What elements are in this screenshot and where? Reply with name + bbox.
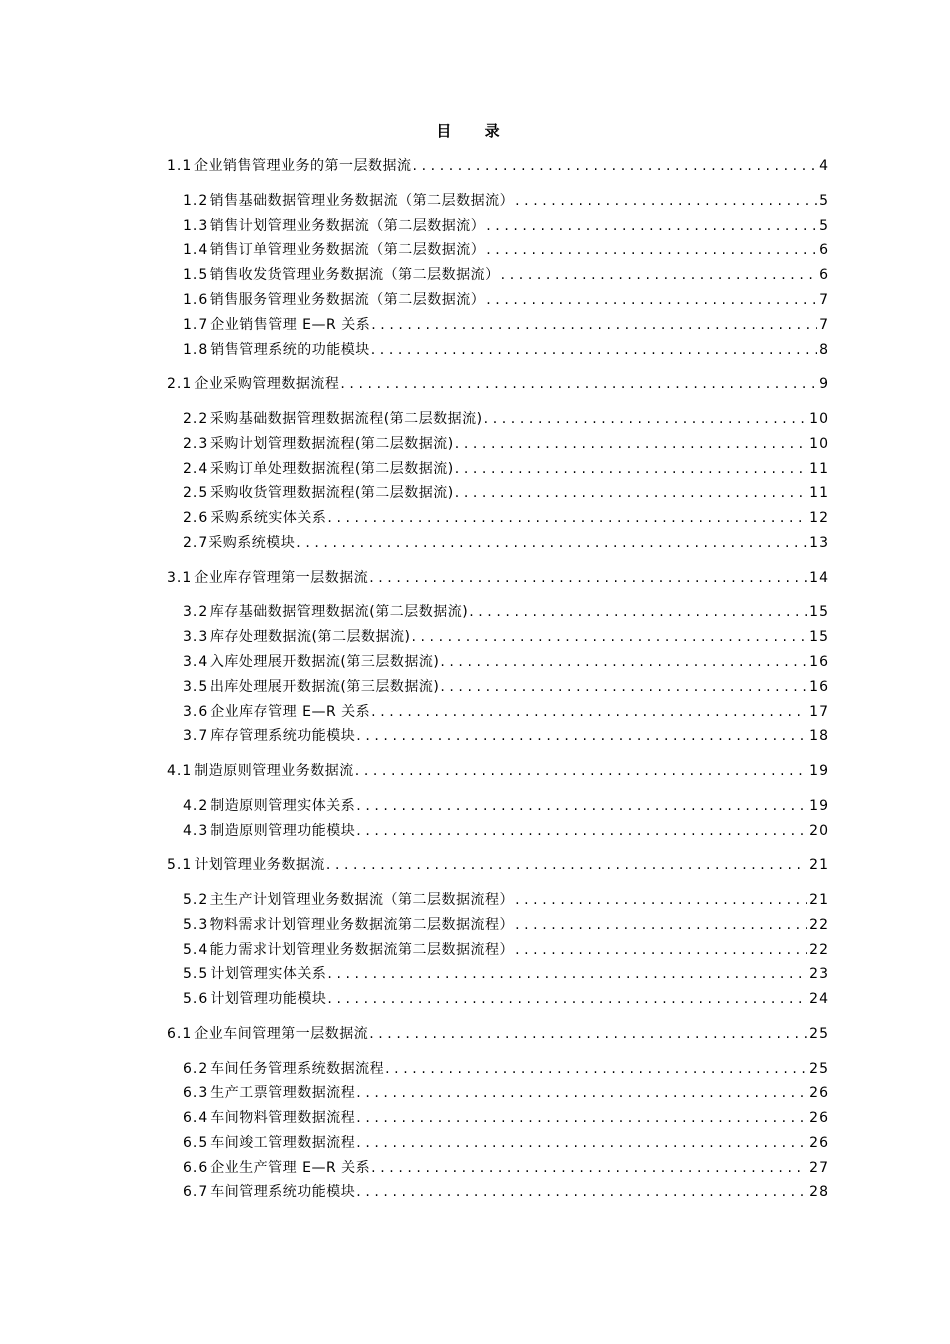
toc-entry-title: 销售收发货管理业务数据流（第二层数据流） [209, 267, 500, 283]
toc-entry-title: 车间管理系统功能模块 [210, 1184, 356, 1200]
toc-entry-title: 库存基础数据管理数据流(第二层数据流) [209, 604, 469, 620]
toc-entry-page-number: 26 [809, 1135, 829, 1151]
toc-entry-number: 5.3 [183, 917, 209, 933]
toc-entry-page-number: 12 [809, 510, 829, 526]
toc-entry-title: 车间竣工管理数据流程 [210, 1135, 356, 1151]
toc-entry[interactable] [183, 1132, 829, 1154]
toc-entry-number: 1.1 [167, 158, 193, 174]
toc-entry-page-number: 28 [809, 1184, 829, 1200]
dot-leader [371, 339, 817, 361]
toc-entry-page-number: 26 [809, 1085, 829, 1101]
dot-leader [327, 507, 807, 529]
toc-entry[interactable] [183, 889, 829, 911]
toc-entry-number: 1.2 [183, 193, 209, 209]
toc-entry-number: 3.7 [183, 728, 209, 744]
toc-entry[interactable] [183, 507, 829, 529]
toc-entry-title: 生产工票管理数据流程 [210, 1085, 356, 1101]
dot-leader [355, 760, 807, 782]
toc-entry-number: 1.5 [183, 267, 209, 283]
toc-entry[interactable] [183, 1058, 829, 1080]
toc-entry-title: 企业销售管理业务的第一层数据流 [194, 158, 412, 174]
toc-entry[interactable] [167, 1023, 829, 1045]
toc-entry[interactable] [167, 760, 829, 782]
toc-entry-title: 销售管理系统的功能模块 [210, 342, 370, 358]
toc-entry-title: 企业库存管理 E—R 关系 [210, 704, 371, 720]
toc-entry-page-number: 9 [819, 376, 829, 392]
dot-leader [369, 567, 807, 589]
toc-entry-page-number: 8 [819, 342, 829, 358]
toc-entry-title: 企业库存管理第一层数据流 [194, 570, 369, 586]
toc-entry[interactable] [183, 725, 829, 747]
toc-entry-title: 计划管理实体关系 [210, 966, 327, 982]
toc-entry-title: 车间物料管理数据流程 [210, 1110, 356, 1126]
toc-entry-page-number: 21 [809, 857, 829, 873]
toc-entry-number: 2.6 [183, 510, 209, 526]
toc-entry[interactable] [183, 433, 829, 455]
toc-entry-page-number: 19 [809, 798, 829, 814]
toc-entry-number: 1.4 [183, 242, 209, 258]
toc-entry[interactable] [183, 239, 829, 261]
toc-entry-page-number: 5 [819, 193, 829, 209]
dot-leader [369, 1023, 807, 1045]
toc-entry-page-number: 7 [819, 317, 829, 333]
dot-leader [371, 1157, 807, 1179]
toc-entry-page-number: 5 [819, 218, 829, 234]
toc-entry[interactable] [183, 264, 829, 286]
toc-entry-number: 4.3 [183, 823, 209, 839]
toc-entry-page-number: 15 [809, 629, 829, 645]
toc-entry-page-number: 18 [809, 728, 829, 744]
dot-leader [340, 373, 817, 395]
toc-entry-page-number: 26 [809, 1110, 829, 1126]
toc-entry-title: 主生产计划管理业务数据流（第二层数据流程） [209, 892, 515, 908]
toc-entry[interactable] [183, 914, 829, 936]
dot-leader [371, 701, 807, 723]
toc-entry-title: 物料需求计划管理业务数据流第二层数据流程） [209, 917, 515, 933]
toc-entry-number: 6.4 [183, 1110, 209, 1126]
toc-entry[interactable] [183, 314, 829, 336]
toc-entry-page-number: 17 [809, 704, 829, 720]
toc-entry-number: 3.2 [183, 604, 209, 620]
dot-leader [469, 601, 807, 623]
dot-leader [356, 1181, 807, 1203]
toc-entry-page-number: 7 [819, 292, 829, 308]
toc-entry[interactable] [183, 532, 829, 554]
toc-entry-number: 2.5 [183, 485, 209, 501]
toc-entry-page-number: 15 [809, 604, 829, 620]
toc-entry-number: 2.2 [183, 411, 209, 427]
toc-entry[interactable] [183, 651, 829, 673]
toc-entry-title: 采购收货管理数据流程(第二层数据流) [209, 485, 454, 501]
toc-entry-page-number: 22 [809, 917, 829, 933]
toc-entry-title: 采购系统模块 [208, 535, 296, 551]
toc-entry-title: 入库处理展开数据流(第三层数据流) [209, 654, 440, 670]
toc-entry-title: 企业生产管理 E—R 关系 [210, 1160, 371, 1176]
toc-entry[interactable] [183, 215, 829, 237]
toc-entry-page-number: 11 [809, 485, 829, 501]
toc-entry-title: 能力需求计划管理业务数据流第二层数据流程） [209, 942, 515, 958]
toc-entry-number: 3.4 [183, 654, 209, 670]
toc-entry-page-number: 16 [809, 654, 829, 670]
toc-entry-number: 6.5 [183, 1135, 209, 1151]
toc-entry[interactable] [183, 820, 829, 842]
toc-entry[interactable] [183, 339, 829, 361]
toc-entry-page-number: 6 [819, 242, 829, 258]
dot-leader [515, 939, 807, 961]
dot-leader [486, 289, 817, 311]
toc-entry-page-number: 16 [809, 679, 829, 695]
toc-entry-title: 制造原则管理功能模块 [210, 823, 356, 839]
toc-entry-number: 2.1 [167, 376, 193, 392]
toc-entry-number: 5.4 [183, 942, 209, 958]
dot-leader [486, 239, 817, 261]
toc-entry-number: 5.6 [183, 991, 209, 1007]
toc-entry-page-number: 13 [809, 535, 829, 551]
toc-entry-number: 1.7 [183, 317, 209, 333]
toc-entry[interactable] [183, 601, 829, 623]
dot-leader [440, 676, 807, 698]
toc-entry-number: 6.3 [183, 1085, 209, 1101]
toc-entry-title: 采购订单处理数据流程(第二层数据流) [209, 461, 454, 477]
dot-leader [326, 854, 807, 876]
toc-entry-title: 企业车间管理第一层数据流 [194, 1026, 369, 1042]
dot-leader [515, 914, 807, 936]
toc-entry-number: 5.1 [167, 857, 193, 873]
dot-leader [455, 458, 807, 480]
toc-entry-title: 计划管理功能模块 [210, 991, 327, 1007]
toc-entry[interactable] [183, 1181, 829, 1203]
dot-leader [385, 1058, 807, 1080]
toc-entry[interactable] [183, 1082, 829, 1104]
toc-entry-page-number: 6 [819, 267, 829, 283]
toc-entry-title: 企业销售管理 E—R 关系 [210, 317, 371, 333]
dot-leader [411, 626, 807, 648]
toc-entry[interactable] [183, 963, 829, 985]
toc-entry-number: 1.8 [183, 342, 209, 358]
toc-entry-page-number: 25 [809, 1026, 829, 1042]
toc-entry[interactable] [183, 408, 829, 430]
toc-entry[interactable] [183, 1157, 829, 1179]
toc-entry-number: 1.6 [183, 292, 209, 308]
toc-entry-number: 6.1 [167, 1026, 193, 1042]
toc-entry-number: 2.4 [183, 461, 209, 477]
toc-entry[interactable] [167, 567, 829, 589]
toc-entry-page-number: 10 [809, 436, 829, 452]
toc-entry-title: 采购基础数据管理数据流程(第二层数据流) [209, 411, 483, 427]
toc-entry-page-number: 4 [819, 158, 829, 174]
dot-leader [484, 408, 808, 430]
dot-leader [327, 988, 807, 1010]
toc-entry-page-number: 20 [809, 823, 829, 839]
toc-entry-number: 4.2 [183, 798, 209, 814]
toc-entry-page-number: 24 [809, 991, 829, 1007]
toc-entry-page-number: 27 [809, 1160, 829, 1176]
toc-entry-title: 企业采购管理数据流程 [194, 376, 340, 392]
toc-entry-number: 5.2 [183, 892, 209, 908]
dot-leader [356, 1107, 807, 1129]
toc-entry-page-number: 21 [809, 892, 829, 908]
dot-leader [356, 725, 807, 747]
toc-entry[interactable] [183, 988, 829, 1010]
toc-entry-title: 制造原则管理业务数据流 [194, 763, 354, 779]
toc-entry-title: 销售计划管理业务数据流（第二层数据流） [209, 218, 486, 234]
dot-leader [356, 795, 807, 817]
toc-entry[interactable] [183, 458, 829, 480]
toc-entry[interactable] [183, 190, 829, 212]
toc-entry-number: 1.3 [183, 218, 209, 234]
toc-entry-title: 采购系统实体关系 [210, 510, 327, 526]
toc-entry-number: 6.7 [183, 1184, 209, 1200]
toc-entry[interactable] [183, 701, 829, 723]
toc-entry[interactable] [183, 795, 829, 817]
toc-entry-number: 3.3 [183, 629, 209, 645]
toc-entry-page-number: 11 [809, 461, 829, 477]
dot-leader [413, 155, 818, 177]
toc-entry-title: 计划管理业务数据流 [194, 857, 325, 873]
dot-leader [440, 651, 807, 673]
dot-leader [455, 482, 807, 504]
toc-entry-page-number: 14 [809, 570, 829, 586]
toc-entry-title: 销售订单管理业务数据流（第二层数据流） [209, 242, 486, 258]
toc-entry-title: 库存处理数据流(第二层数据流) [210, 629, 411, 645]
toc-entry-title: 销售基础数据管理业务数据流（第二层数据流） [209, 193, 515, 209]
dot-leader [356, 1082, 807, 1104]
toc-entry-number: 3.1 [167, 570, 193, 586]
toc-entry-number: 5.5 [183, 966, 209, 982]
toc-entry-title: 销售服务管理业务数据流（第二层数据流） [209, 292, 486, 308]
toc-entry[interactable] [183, 289, 829, 311]
toc-entry-number: 6.2 [183, 1061, 209, 1077]
dot-leader [455, 433, 807, 455]
dot-leader [356, 1132, 807, 1154]
toc-entry-number: 6.6 [183, 1160, 209, 1176]
dot-leader [356, 820, 807, 842]
dot-leader [501, 264, 817, 286]
toc-entry[interactable] [183, 1107, 829, 1129]
toc-entry-title: 制造原则管理实体关系 [210, 798, 356, 814]
dot-leader [486, 215, 817, 237]
toc-entry-page-number: 19 [809, 763, 829, 779]
toc-entry[interactable] [183, 482, 829, 504]
dot-leader [515, 190, 817, 212]
toc-entry[interactable] [183, 626, 829, 648]
toc-entry-title: 库存管理系统功能模块 [210, 728, 356, 744]
toc-entry-page-number: 25 [809, 1061, 829, 1077]
toc-entry-number: 3.6 [183, 704, 209, 720]
toc-entry-number: 3.5 [183, 679, 209, 695]
toc-entry-number: 2.3 [183, 436, 209, 452]
toc-entry-title: 采购计划管理数据流程(第二层数据流) [209, 436, 454, 452]
dot-leader [515, 889, 807, 911]
toc-entry[interactable] [167, 854, 829, 876]
dot-leader [296, 532, 807, 554]
toc-entry-title: 车间任务管理系统数据流程 [210, 1061, 385, 1077]
toc-entry-page-number: 10 [809, 411, 829, 427]
toc-entry-number: 4.1 [167, 763, 193, 779]
toc-entry[interactable] [167, 373, 829, 395]
toc-entry[interactable] [183, 939, 829, 961]
toc-entry-number: 2.7 [183, 535, 209, 551]
toc-entry[interactable] [183, 676, 829, 698]
toc-title: 目 录 [436, 122, 514, 140]
toc-entry-page-number: 22 [809, 942, 829, 958]
dot-leader [327, 963, 807, 985]
toc-entry-title: 出库处理展开数据流(第三层数据流) [209, 679, 440, 695]
toc-entry-page-number: 23 [809, 966, 829, 982]
dot-leader [371, 314, 817, 336]
toc-entry[interactable] [167, 155, 829, 177]
